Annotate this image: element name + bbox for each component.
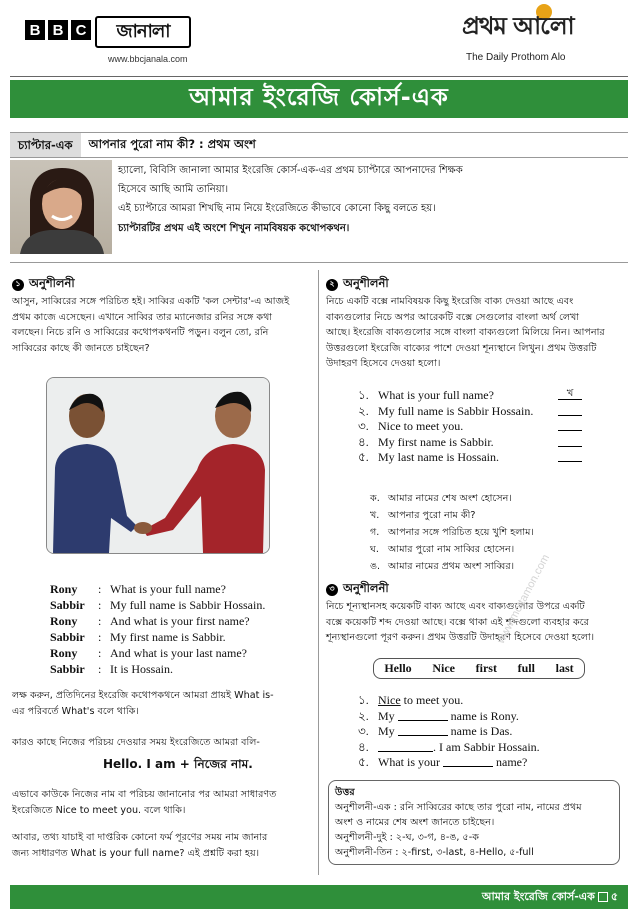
- option-text: আপনার পুরো নাম কী?: [388, 510, 476, 521]
- list-item: [358, 755, 540, 771]
- option-text: আপনার সঙ্গে পরিচিত হয়ে খুশি হলাম।: [388, 527, 534, 538]
- exercise-1-text: [12, 294, 312, 356]
- fill-blank[interactable]: [443, 755, 493, 767]
- answer-title: উত্তর: [335, 787, 355, 798]
- para-line: এভাবে কাউকে নিজের নাম বা পরিচয় জানানোর পর আমরা সাধারণত: [12, 789, 277, 800]
- column-divider: [318, 270, 319, 875]
- exercise-heading-label: অনুশীলনী: [343, 276, 389, 290]
- option-letter: ঘ.: [370, 544, 379, 555]
- item-number: ১.: [358, 388, 369, 402]
- footer-bar: [10, 885, 628, 909]
- dialogue-line: My full name is Sabbir Hossain.: [110, 598, 266, 612]
- bbc-letter: B: [48, 20, 68, 40]
- janala-logo: জানালা: [95, 16, 191, 48]
- answer-box: [328, 780, 620, 865]
- speaker: Rony: [50, 646, 78, 660]
- list-item: [358, 419, 582, 435]
- item-number: ৩.: [358, 724, 369, 738]
- exercise-3-text: [326, 599, 626, 646]
- item-text: My last name is Hossain.: [378, 450, 499, 464]
- list-item: [358, 709, 540, 725]
- page-number: ৫: [610, 889, 618, 903]
- item-number: ২.: [358, 708, 369, 723]
- exercise-heading-label: অনুশীলনী: [29, 276, 75, 290]
- footer-label: আমার ইংরেজি কোর্স-এক: [481, 889, 595, 903]
- formula: Hello. I am + নিজের নাম.: [103, 757, 253, 771]
- fill-answer[interactable]: Nice: [378, 693, 401, 707]
- para-line: সাব্বিরের কাছে কী জানতে চাইছেন?: [12, 342, 150, 354]
- para-line: শূন্যস্থানগুলো পূরণ করুন। প্রথম উত্তরটি উদাহরণ হিসেবে দেওয়া হলো।: [326, 632, 595, 643]
- dialogue-line: What is your full name?: [110, 582, 226, 596]
- intro-line: হ্যালো, বিবিসি জানালা আমার ইংরেজি কোর্স-এক-এর প্রথম চ্যাপ্টারে আপনাদের শিক্ষক: [118, 165, 463, 176]
- dialogue-line: And what is your first name?: [110, 614, 250, 628]
- item-number: ১.: [358, 693, 369, 707]
- fill-blank[interactable]: [398, 724, 448, 736]
- matching-list: [358, 388, 582, 466]
- item-post: . I am Sabbir Hossain.: [433, 739, 540, 754]
- answer-blank[interactable]: [558, 435, 582, 447]
- word-option: last: [555, 661, 574, 675]
- exercise-3-heading: [326, 580, 389, 599]
- option-item: [370, 490, 534, 507]
- word-option: full: [517, 661, 535, 675]
- answer-line: অনুশীলনী-দুই : ২-ঘ, ৩-গ, ৪-ঙ, ৫-ক: [335, 832, 479, 843]
- bbc-letter: B: [25, 20, 45, 40]
- answer-blank[interactable]: [558, 404, 582, 416]
- para-line: ইংরেজিতে Nice to meet you. বলে থাকি।: [12, 804, 186, 816]
- para-line: আবার, তথ্য যাচাই বা দাপ্তরিক কোনো ফর্ম পূরণের সময় নাম জানার: [12, 832, 268, 843]
- chapter-title: আপনার পুরো নাম কী? : প্রথম অংশ: [88, 136, 256, 151]
- para-line: নিচে একটি বক্সে নামবিষয়ক কিছু ইংরেজি বাক্য দেওয়া আছে এবং: [326, 296, 574, 307]
- bangla-options: [370, 490, 534, 575]
- speaker: Sabbir: [50, 662, 85, 676]
- exercise-2-heading: [326, 275, 389, 294]
- item-post: name is Rony.: [447, 708, 519, 723]
- course-banner: [10, 80, 628, 118]
- prothom-alo-logo: প্রথম আলো: [462, 12, 574, 40]
- fill-blank[interactable]: [378, 740, 433, 752]
- list-item: [358, 693, 540, 709]
- dialogue: [50, 581, 265, 677]
- answer-blank[interactable]: খ: [558, 388, 582, 400]
- dialogue-line: My first name is Sabbir.: [110, 630, 226, 644]
- speaker: Rony: [50, 582, 78, 596]
- option-item: [370, 541, 534, 558]
- para-line: বক্সে কয়েকটি শব্দ দেওয়া আছে। বক্সে থাকা এই শব্দগুলো ব্যবহার করে: [326, 616, 589, 628]
- word-option: Hello: [384, 661, 412, 675]
- option-item: [370, 524, 534, 541]
- option-text: আমার নামের শেষ অংশ হোসেন।: [388, 493, 512, 504]
- para-line: লক্ষ করুন, প্রতিদিনের ইংরেজি কথোপকথনে আমরা প্রায়ই What is-: [12, 690, 274, 701]
- note-fullname: [12, 830, 312, 861]
- exercise-2-text: [326, 294, 626, 372]
- word-option: Nice: [432, 661, 455, 675]
- item-number: ৫.: [358, 450, 369, 464]
- para-line: আসুন, সাব্বিরের সঙ্গে পরিচিত হই। সাব্বির একটি 'কল সেন্টার'-এ আজই: [12, 296, 290, 307]
- square-icon: [598, 892, 608, 902]
- option-item: [370, 507, 534, 524]
- bbc-url[interactable]: www.bbcjanala.com: [108, 54, 188, 64]
- dialogue-row: Rony : And what is your last name?: [50, 646, 247, 660]
- course-title: আমার ইংরেজি কোর্স-এক: [189, 83, 449, 111]
- answer-blank[interactable]: [558, 419, 582, 431]
- intro-line: এই চ্যাপ্টারে আমরা শিখছি নাম নিয়ে ইংরেজিতে কীভাবে কোনো কিছু বলতে হয়।: [118, 203, 436, 215]
- item-number: ২.: [358, 403, 369, 418]
- item-number: ৪.: [358, 434, 369, 449]
- item-pre: What is your: [378, 755, 443, 769]
- handshake-illustration: [47, 378, 269, 553]
- item-text: Nice to meet you.: [378, 419, 464, 433]
- item-number: ৩.: [358, 419, 369, 433]
- para-line: নিচে শূন্যস্থানসহ কয়েকটি বাক্য আছে এবং বাক্যগুলোর উপরে একটি: [326, 601, 585, 612]
- para-line: জন্য সাধারণত What is your full name? এই প্রশ্নটি করা হয়।: [12, 847, 260, 859]
- item-number: ৫.: [358, 755, 369, 769]
- dialogue-line: And what is your last name?: [110, 646, 247, 660]
- list-item: [358, 740, 540, 756]
- item-text: My full name is Sabbir Hossain.: [378, 403, 534, 418]
- option-letter: খ.: [370, 510, 380, 521]
- item-post: to meet you.: [400, 693, 464, 707]
- list-item: [358, 435, 582, 451]
- para-line: উদাহরণ হিসেবে দেওয়া হলো।: [326, 358, 441, 369]
- answer-line: অনুশীলনী-এক : রনি সাব্বিরের কাছে তার পুরো নাম, নামের প্রথম: [335, 802, 582, 813]
- dialogue-row: Rony : And what is your first name?: [50, 614, 250, 628]
- word-option: first: [475, 661, 497, 675]
- dialogue-row: Sabbir : My first name is Sabbir.: [50, 630, 226, 644]
- option-item: [370, 558, 534, 575]
- handshake-photo: [46, 377, 270, 554]
- note-nice: [12, 787, 312, 818]
- list-item: [358, 404, 582, 420]
- list-item: [358, 724, 540, 740]
- exercise-number: ১: [12, 279, 24, 291]
- exercise-heading-label: অনুশীলনী: [343, 581, 389, 595]
- option-text: আমার নামের প্রথম অংশ সাব্বির।: [388, 561, 515, 572]
- exercise-1-heading: [12, 275, 75, 294]
- dialogue-row: Rony : What is your full name?: [50, 582, 226, 596]
- option-letter: ঙ.: [370, 561, 381, 572]
- word-bank: [373, 658, 585, 679]
- item-number: ৪.: [358, 739, 369, 754]
- answer-line: অনুশীলনী-তিন : ২-first, ৩-last, ৪-Hello, ৫-full: [335, 847, 534, 858]
- para-line: প্রথম কাজে এসেছেন। এখানে সাব্বির তার ম্যানেজার রনির সঙ্গে কথা: [12, 311, 273, 323]
- speaker: Rony: [50, 614, 78, 628]
- para-line: উত্তরগুলো ইংরেজি বাক্যের পাশে দেওয়া শূন্যস্থানে লিখুন। প্রথম উত্তরটি: [326, 342, 597, 354]
- watermark: www.mottamon.com: [495, 552, 553, 646]
- para-line: বাক্যগুলোর নিচে অপর আরেকটি বক্সে সেগুলোর বাংলা অর্থ লেখা: [326, 311, 580, 323]
- bbc-logo: [25, 20, 91, 40]
- teacher-photo: [10, 160, 112, 254]
- dialogue-line: It is Hossain.: [110, 662, 173, 676]
- answer-line: অংশ ও নামের শেষ অংশ জানতে চাইছেন।: [335, 817, 495, 828]
- exercise-number: ৩: [326, 584, 338, 596]
- section-divider: [10, 262, 628, 263]
- intro-text: [118, 161, 623, 238]
- option-letter: গ.: [370, 527, 380, 538]
- prothom-alo-subtitle: The Daily Prothom Alo: [466, 52, 566, 63]
- speaker: Sabbir: [50, 598, 85, 612]
- option-text: আমার পুরো নাম সাব্বির হোসেন।: [388, 544, 515, 555]
- note-whats: [12, 688, 312, 719]
- para-line: এর পরিবর্তে What's বলে থাকি।: [12, 705, 139, 717]
- chapter-strip: [10, 132, 628, 158]
- exercise-number: ২: [326, 279, 338, 291]
- item-pre: My: [378, 724, 398, 738]
- note-intro: [12, 735, 312, 751]
- item-text: What is your full name?: [378, 388, 494, 402]
- teacher-illustration: [10, 160, 112, 254]
- intro-line: চ্যাপ্টারটির প্রথম এই অংশে শিখুন নামবিষয়ক কথোপকথন।: [118, 222, 350, 234]
- list-item: [358, 388, 582, 404]
- item-pre: My: [378, 708, 398, 723]
- option-letter: ক.: [370, 493, 380, 504]
- chapter-tag: চ্যাপ্টার-এক: [10, 133, 81, 157]
- header-rule: [10, 76, 628, 77]
- answer-blank[interactable]: [558, 450, 582, 462]
- para-line: কারও কাছে নিজের পরিচয় দেওয়ার সময় ইংরেজিতে আমরা বলি-: [12, 737, 260, 748]
- para-line: আছে। ইংরেজি বাক্যগুলোর সঙ্গে বাংলা বাক্যগুলো মিলিয়ে নিন। আপনার: [326, 327, 605, 338]
- item-post: name?: [493, 755, 528, 769]
- speaker: Sabbir: [50, 630, 85, 644]
- list-item: [358, 450, 582, 466]
- item-post: name is Das.: [447, 724, 513, 738]
- intro-line: হিসেবে আছি আমি তানিয়া।: [118, 184, 229, 196]
- para-line: বলছেন। নিচে রনি ও সাব্বিরের কথোপকথনটি পড়ুন। বলুন তো, রনি: [12, 327, 269, 338]
- dialogue-row: Sabbir : My full name is Sabbir Hossain.: [50, 598, 266, 612]
- dialogue-row: Sabbir : It is Hossain.: [50, 662, 173, 676]
- bbc-letter: C: [71, 20, 91, 40]
- fill-blank[interactable]: [398, 709, 448, 721]
- item-text: My first name is Sabbir.: [378, 434, 494, 449]
- fill-blank-list: [358, 693, 540, 771]
